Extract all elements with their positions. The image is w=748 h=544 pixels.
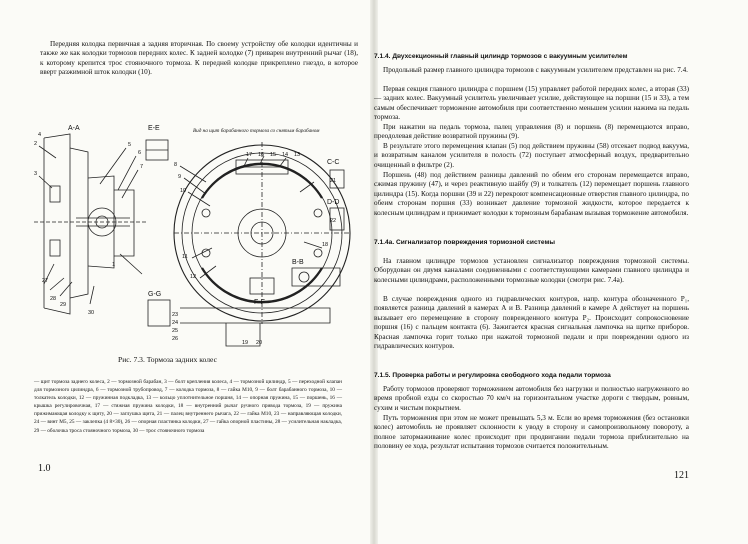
section-7-1-4-para-3: При нажатии на педаль тормоза, палец управления (8) и поршень (8) перемещаются вправо, преодолевая действие возвратной пружины (9). [374, 123, 689, 141]
callout-22: 22 [330, 218, 337, 224]
drawing-view-note: Вид на щит барабанного тормоза со снятым барабаном [193, 128, 320, 134]
callout-5: 5 [128, 142, 132, 148]
callout-21: 21 [330, 178, 337, 184]
callout-8: 8 [174, 162, 178, 168]
section-heading-7-1-4: 7.1.4. Двухсекционный главный цилиндр тормозов с вакуумным усилителем [374, 53, 628, 60]
section-7-1-5-para-1: Работу тормозов проверяют торможением автомобиля без нагрузки и полностью нагруженного во время пробной езды со скоростью 70 км/ч на горизонтальном участке дороги с твердым, ровным, сухим и чистым покрытием. [374, 385, 689, 412]
callout-13: 13 [294, 152, 301, 158]
section-heading-7-1-5: 7.1.5. Проверка работы и регулировка свободного хода педали тормоза [374, 372, 611, 379]
callout-27: 27 [42, 278, 49, 284]
section-label-cc: С-С [327, 159, 340, 166]
callout-3: 3 [34, 171, 38, 177]
callout-20: 20 [256, 340, 263, 346]
section-7-1-4-para-2: Первая секция главного цилиндра с поршнем (15) управляет работой передних колес, а вторая (33) — задних колес. Вакуумный усилитель увеличивает усилие, действующее на поршни (15 и 33), а тем самым обеспечивает торможение автомобиля при соответственно меньшем усилии нажима на педаль тормоза. [374, 85, 689, 122]
callout-16: 16 [258, 152, 265, 158]
section-label-dd: D-D [327, 199, 340, 206]
callout-24: 24 [172, 320, 179, 326]
callout-14: 14 [282, 152, 289, 158]
section-7-1-4-para-1: Продольный размер главного цилиндра тормозов с вакуумным усилителем представлен на рис. 7.4. [383, 66, 688, 74]
section-label-bb: В-В [292, 259, 304, 266]
section-label-aa: А-А [68, 125, 80, 132]
section-7-1-4a-para-2: В случае повреждения одного из гидравлических контуров, напр. контура обозначенного P₁, появляется разница давлений в камерах А и В. Разница давлений в камере А действует на поршень вызывает его перемещение в сторону поврежденного контура P₂. Происходит сопрокосновение поршня (16) с пальцем контакта (6). Зажигается красная сигнальная лампочка на щитке приборов. Красная лампочка горит только при нажатой тормозной педали и при повреждении одного из гидравлических контуров. [374, 295, 689, 351]
callout-9: 9 [178, 174, 182, 180]
callout-23: 23 [172, 312, 179, 318]
section-label-ee: Е-Е [148, 125, 160, 132]
section-label-ff: F-F [254, 299, 265, 306]
callout-26: 26 [172, 336, 179, 342]
callout-1: 1 [112, 262, 116, 268]
section-heading-7-1-4a: 7.1.4а. Сигнализатор повреждения тормозной системы [374, 239, 555, 246]
figure-legend: — щит тормоза заднего колеса, 2 — тормозной барабан, 3 — болт крепления колеса, 4 — тормозной цилиндр, 5 — переходной клапан для тормозного цилиндра, 6 — тормозной трубопровод, 7 — колодка тормоза, 8 — гайка М10, 9 — болт барабанного тормоза, 10 — толкатель колодки, 12 — пружинная подкладка, 13 — кольцо уплотнительное поршня, 14 — опорная пружина, 15 — поршень, 16 — крышка регулировочная, 17 — стяжная пружина колодки, 18 — внутренний рычаг ручного привода тормоза, 19 — пружина прижимающая колодку к щиту, 20 — заглушка щита, 21 — палец внутреннего рычага, 22 — гайка М10, 23 — направляющая колодки, 24 — винт М5, 25 — заклепка (4 8×30), 26 — опорная пластинка колодки, 27 — гайка опорной пластины, 28 — усилительная накладка, 29 — оболочка троса стояночного тормоза, 30 — трос стояночного тормоза [34, 379, 342, 434]
callout-4: 4 [38, 132, 42, 138]
section-label-gg: G-G [148, 291, 162, 298]
callout-2: 2 [34, 141, 38, 147]
callout-6: 6 [138, 150, 142, 156]
intro-paragraph: Передняя колодка первичная а задняя вторичная. По своему устройству обе колодки идентичны и также же как колодки тормозов передних колес. К задней колодке (7) приварен внутренний рычаг (18), к которому крепится трос стояночного тормоза. К передней колодке прикреплено гнездо, в которое вверт разжимной шток колодки (10). [40, 40, 358, 77]
section-7-1-4-para-5: Поршень (48) под действием разницы давлений по обеим его сторонам перемещается вправо, сжимая пружину (47), и через реактивную шайбу (9) и толкатель (12) перемещает поршень главного цилиндра (15). Когда поршни (39 и 22) перекроют компенсационные отверстия главного цилиндра, по обеим сторонам поршня (33) возникает давление тормозной жидкости, которое передается к колесным цилиндрам и прижимает колодки к тормозным барабанам вызывая торможение автомобиля. [374, 171, 689, 217]
callout-25: 25 [172, 328, 179, 334]
page-number-left: 1.0 [38, 463, 51, 474]
callout-7: 7 [140, 164, 144, 170]
callout-11: 11 [182, 254, 188, 260]
callout-15: 15 [270, 152, 277, 158]
section-7-1-4-para-4: В результате этого перемещения клапан (5) под действием пружины (58) отсекает подвод вакуума, и возвратным каналом усилителя в полость (72) поступает атмосферный воздух, предварительно очищенный в фильтре (2). [374, 142, 689, 169]
right-page [374, 0, 748, 544]
rear-brake-drawing [30, 118, 355, 348]
callout-18: 18 [322, 242, 329, 248]
callout-29: 29 [60, 302, 67, 308]
callout-12: 12 [190, 274, 197, 280]
section-7-1-4a-para-1: На главном цилиндре тормозов установлен сигнализатор повреждения тормозной системы. Оборудован он двумя каналами соединенными с соответствующими камерами главного цилиндра и колесными цилиндрами, расположенными тормозные колодки (смотри рис. 7.4а). [374, 257, 689, 284]
figure-caption: Рис. 7.3. Тормоза задних колес [118, 355, 217, 364]
callout-28: 28 [50, 296, 57, 302]
callout-10: 10 [180, 188, 187, 194]
callout-17: 17 [246, 152, 253, 158]
page-number-right: 121 [674, 470, 689, 481]
section-7-1-5-para-2: Путь торможения при этом не может превышать 5,3 м. Если во время торможения (без остановки колес) автомобиль не проявляет склонности к уводу в сторону и самопроизвольному повороту, а полное затормаживание колес происходит при продвигании педали тормоза приблизительно на половину ее хода, результат испытания тормозов считается положительным. [374, 414, 689, 451]
callout-30: 30 [88, 310, 95, 316]
callout-19: 19 [242, 340, 249, 346]
